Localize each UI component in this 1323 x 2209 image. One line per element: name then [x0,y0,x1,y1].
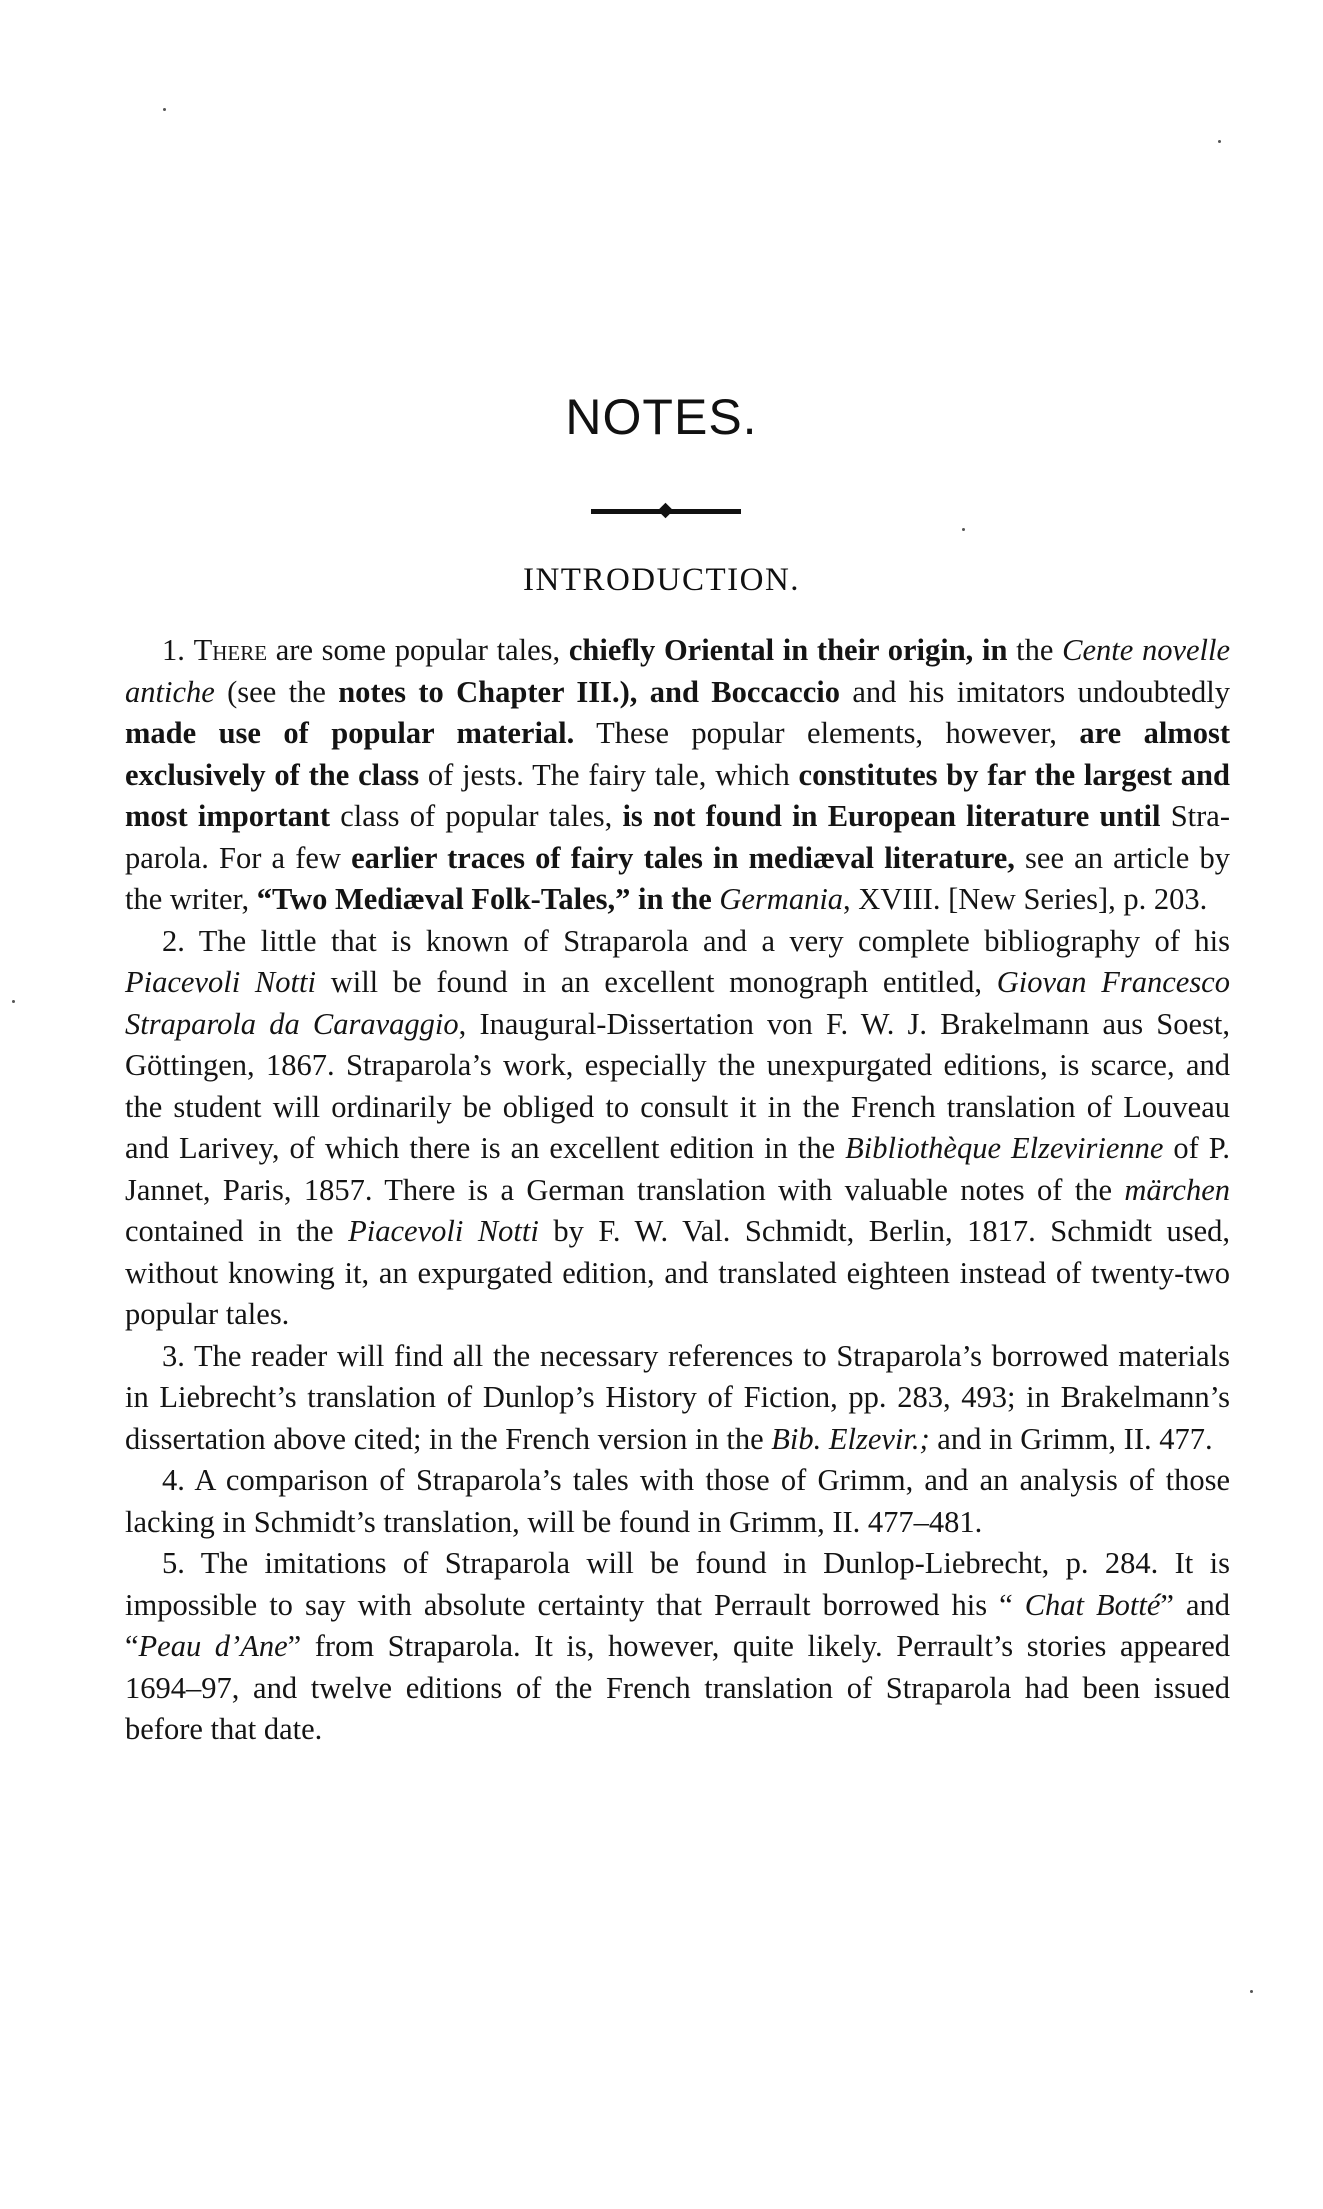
heavy-print-text: notes to Chapter III.), and Boccaccio [338,674,840,709]
italic-title: Germania [719,882,844,916]
note-text: Straparola. For a few [125,799,1230,875]
note-paragraph-3 [125,1336,1230,1461]
note-text: and his imitators undoubtedly [839,674,1230,709]
italic-title: Chat Botté [1024,1587,1161,1622]
note-text: , Inaugural-Dissertation von F. W. J. Brakelmann aus Soest, Göttingen, 1867. Straparola’s work, especially the unexpurgated editions, is scarce, and the student will ordinarily be obliged to consult it in the French translation of Louveau and Larivey, of which there is an excellent edition in the [125,1006,1230,1165]
heavy-print-text: is not found in European literature until [622,799,1161,833]
heavy-print-text: chiefly Oriental in their origin, in [568,633,1008,667]
rule-diamond-icon [658,503,674,519]
note-paragraph-2 [125,921,1230,1336]
note-text: are some popular tales, [267,633,569,667]
page-speck [12,1000,15,1003]
note-text: see an article by the writer, [125,840,1230,916]
heavy-print-text: “Two Mediæval Folk-Tales,” in the [256,882,712,916]
italic-title: Giovan Francesco Straparola da Caravaggio [125,965,1230,1041]
note-text: contained in the [125,1214,349,1248]
note-text: 5. The imitations of Straparola will be found in Dunlop-Liebrecht, p. 284. It is impossible to say with absolute certainty that Perrault borrowed his “ [125,1546,1230,1622]
heavy-print-text: earlier traces of fairy tales in mediæval literature, [351,840,1015,875]
heavy-print-text: made use of popular material. [125,716,575,750]
page-speck [1250,1990,1253,1993]
italic-title: märchen [1124,1172,1230,1207]
note-text: by F. W. Val. Schmidt, Berlin, 1817. Schmidt used, without knowing it, an expurgated edition, and translated eighteen instead of twenty-two popular tales. [125,1214,1230,1331]
small-caps-word: There [193,633,268,667]
note-text: of jests. The fairy tale, which [419,757,799,792]
note-text: (see the [214,674,339,709]
note-text: of P. Jannet, Paris, 1857. There is a German translation with valuable notes of the [125,1131,1230,1207]
note-text: the [1007,633,1063,667]
italic-title: Piacevoli Notti [348,1214,539,1248]
italic-title: Bib. Elzevir.; [771,1421,930,1456]
italic-title: Piacevoli Notti [125,965,316,999]
note-text: class of popular tales, [330,799,623,833]
italic-title: Peau d’Ane [138,1629,288,1663]
note-text: , XVIII. [New Series], p. 203. [843,882,1208,916]
note-paragraph-1 [125,630,1230,921]
note-text: will be found in an excellent monograph entitled, [315,965,997,999]
ornamental-rule [591,506,741,516]
note-text: and in Grimm, II. 477. [929,1421,1213,1456]
note-text: 3. The reader will find all the necessary references to Straparola’s borrowed materials in Liebrecht’s translation of Dunlop’s History of Fiction, pp. 283, 493; in Brakelmann’s dissertation above cited; in the French version in the [125,1338,1230,1456]
heavy-print-text: are almost exclusively of the class [125,716,1230,792]
note-text: ” from Straparola. It is, however, quite likely. Perrault’s stories appeared 1694–97, and twelve editions of the French translation of Straparola had been issued before that date. [125,1629,1230,1746]
italic-title: Bibliothèque Elzevirienne [845,1131,1164,1165]
heavy-print-text: constitutes by far the largest and most important [125,757,1230,833]
notes-body [125,630,1230,1751]
page-speck [1218,140,1221,143]
page-title: NOTES. [565,389,758,445]
note-paragraph-4 [125,1460,1230,1543]
note-text: 2. The little that is known of Straparola and a very complete bibliography of his [162,923,1230,958]
italic-title: Cente novelle antiche [125,633,1231,709]
note-paragraph-5 [125,1543,1230,1751]
note-text: These popular elements, however, [574,716,1080,750]
section-heading: INTRODUCTION. [522,562,801,598]
note-text: ” and “ [125,1587,1231,1663]
page-speck [962,528,965,531]
note-text: 1. [162,633,194,667]
note-text: 4. A comparison of Straparola’s tales with those of Grimm, and an analysis of those lacking in Schmidt’s translation, will be found in Grimm, II. 477–481. [125,1463,1230,1539]
page-speck [163,108,166,111]
